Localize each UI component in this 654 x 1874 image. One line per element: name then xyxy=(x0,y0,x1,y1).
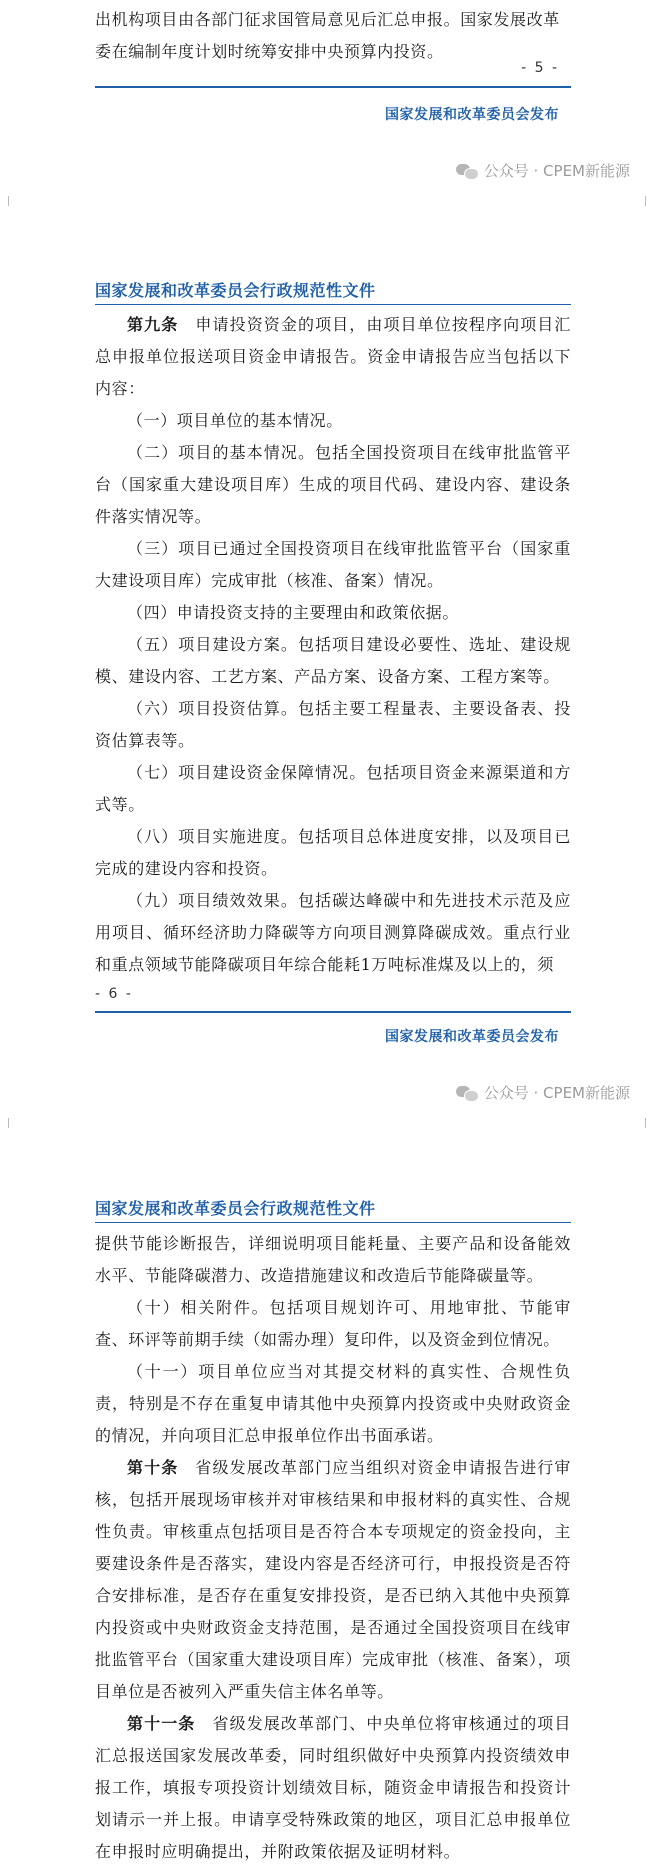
page-6-body xyxy=(95,309,571,981)
header-rule xyxy=(95,1222,571,1223)
item-10: （十）相关附件。包括项目规划许可、用地审批、节能审查、环评等前期手续（如需办理）复印件，以及资金到位情况。 xyxy=(95,1298,571,1349)
item-1: （一）项目单位的基本情况。 xyxy=(127,411,343,430)
page-number-5: - 5 - xyxy=(521,60,559,76)
article-9 xyxy=(95,309,571,405)
item-9: （九）项目绩效效果。包括碳达峰碳中和先进技术示范及应用项目、循环经济助力降碳等方向项目测算降碳成效。重点行业和重点领域节能降碳项目年综合能耗1万吨标准煤及以上的，须 xyxy=(95,891,571,974)
item-9-continuation: 提供节能诊断报告，详细说明项目能耗量、主要产品和设备能效水平、节能降碳潜力、改造措施建议和改造后节能降碳量等。 xyxy=(95,1234,571,1285)
page-boundary-mark xyxy=(8,1118,9,1128)
item-5: （五）项目建设方案。包括项目建设必要性、选址、建设规模、建设内容、工艺方案、产品方案、设备方案、工程方案等。 xyxy=(95,635,571,686)
wechat-icon xyxy=(456,1085,478,1101)
footer-publisher: 国家发展和改革委员会发布 xyxy=(385,1029,559,1045)
item-11: （十一）项目单位应当对其提交材料的真实性、合规性负责，特别是不存在重复申请其他中央预算内投资或中央财政资金的情况，并向项目汇总申报单位作出书面承诺。 xyxy=(95,1362,571,1445)
item-8: （八）项目实施进度。包括项目总体进度安排，以及项目已完成的建设内容和投资。 xyxy=(95,827,571,878)
footer-rule xyxy=(95,86,571,88)
article-9-label: 第九条 xyxy=(127,315,179,334)
article-10 xyxy=(95,1452,571,1708)
article-11-label: 第十一条 xyxy=(127,1714,196,1733)
item-7: （七）项目建设资金保障情况。包括项目资金来源渠道和方式等。 xyxy=(95,763,571,814)
article-9-text: 申请投资资金的项目，由项目单位按程序向项目汇总申报单位报送项目资金申请报告。资金申请报告应当包括以下内容： xyxy=(95,315,572,398)
page-boundary-mark xyxy=(8,196,9,206)
footer-publisher: 国家发展和改革委员会发布 xyxy=(385,107,559,123)
article-10-text: 省级发展改革部门应当组织对资金申请报告进行审核，包括开展现场审核并对审核结果和申报材料的真实性、合规性负责。审核重点包括项目是否符合本专项规定的资金投向，主要建设条件是否落实，建设内容是否经济可行，申报投资是否符合安排标准，是否存在重复安排投资，是否已纳入其他中央预算内投资或中央财政资金支持范围，是否通过全国投资项目在线审批监管平台（国家重大建设项目库）完成审批（核准、备案），项目单位是否被列入严重失信主体名单等。 xyxy=(95,1458,572,1701)
page-boundary-mark xyxy=(645,196,646,206)
article-11-text: 省级发展改革部门、中央单位将审核通过的项目汇总报送国家发展改革委，同时组织做好中央预算内投资绩效申报工作，填报专项投资计划绩效目标，随资金申请报告和投资计划请示一并上报。申请享受特殊政策的地区，项目汇总申报单位在申报时应明确提出，并附政策依据及证明材料。 xyxy=(95,1714,572,1861)
watermark-text: 公众号 · CPEM新能源 xyxy=(483,162,630,180)
header-title: 国家发展和改革委员会行政规范性文件 xyxy=(95,1199,376,1218)
page-5-line-1: 出机构项目由各部门征求国管局意见后汇总申报。国家发展改革 xyxy=(95,10,560,29)
article-11 xyxy=(95,1708,571,1868)
article-10-label: 第十条 xyxy=(127,1458,179,1477)
watermark xyxy=(456,1082,630,1103)
wechat-icon xyxy=(456,163,478,179)
item-3: （三）项目已通过全国投资项目在线审批监管平台（国家重大建设项目库）完成审批（核准、备案）情况。 xyxy=(95,539,571,590)
footer-rule xyxy=(95,1011,571,1013)
item-2: （二）项目的基本情况。包括全国投资项目在线审批监管平台（国家重大建设项目库）生成的项目代码、建设内容、建设条件落实情况等。 xyxy=(95,443,571,526)
header-rule xyxy=(95,304,571,305)
watermark-text: 公众号 · CPEM新能源 xyxy=(483,1084,630,1102)
item-4: （四）申请投资支持的主要理由和政策依据。 xyxy=(127,603,460,622)
header-title: 国家发展和改革委员会行政规范性文件 xyxy=(95,281,376,300)
watermark xyxy=(456,160,630,181)
page-number-6: - 6 - xyxy=(95,986,133,1002)
page-boundary-mark xyxy=(645,1118,646,1128)
page-5-line-2: 委在编制年度计划时统筹安排中央预算内投资。 xyxy=(95,42,444,61)
page-5-body xyxy=(95,4,571,68)
page-7-body xyxy=(95,1228,571,1868)
item-6: （六）项目投资估算。包括主要工程量表、主要设备表、投资估算表等。 xyxy=(95,699,571,750)
